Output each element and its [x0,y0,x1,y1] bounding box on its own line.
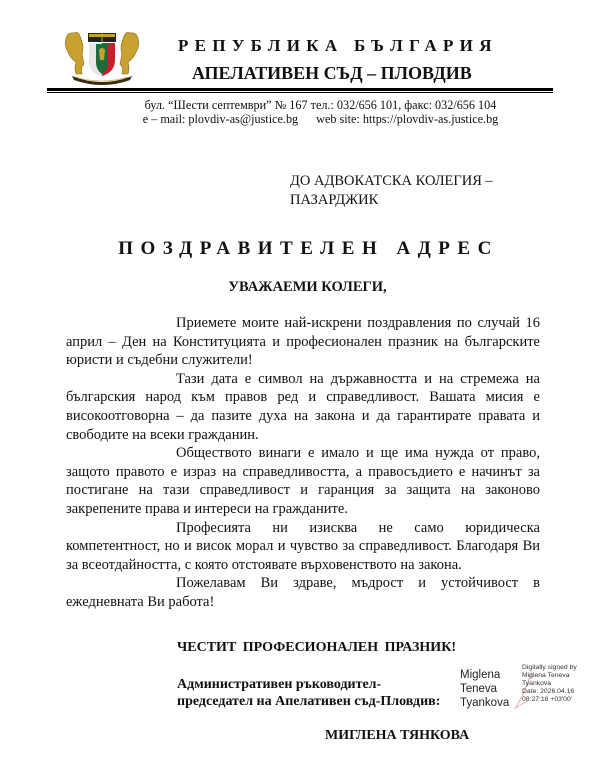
role-line-2: председател на Апелативен съд-Пловдив: [177,694,441,709]
sig-name-line: Tyankova [460,697,510,709]
closing-greeting: ЧЕСТИТ ПРОФЕСИОНАЛЕН ПРАЗНИК! [177,640,457,655]
sig-name-line: Miglena [460,669,501,681]
sig-detail-line: 08:27:18 +03'00' [522,696,573,703]
signer-name: МИГЛЕНА ТЯНКОВА [325,728,470,743]
recipient-line-1: ДО АДВОКАТСКА КОЛЕГИЯ – [290,173,493,189]
republic-heading: РЕПУБЛИКА БЪЛГАРИЯ [178,36,498,55]
coat-of-arms-icon [62,28,142,86]
paragraph: Професията ни изисква не само юридическа компетентност, но и висок морал и чувство за справедливост. Благодаря Ви за всеотдайността, с която отстоявате върховенството на закона. [66,519,540,573]
letterhead-rule-thick [47,88,553,91]
salutation: УВАЖАЕМИ КОЛЕГИ, [228,279,387,295]
paragraph: Обществото винаги е имало и ще има нужда от право, защото правото е израз на справедливостта, а правосъдието е начинът за постигане на тази справедливост и гаранция за защита на законово закрепените права и интереси на гражданите. [66,445,540,517]
letterhead-rule-thin [47,92,553,93]
email-link[interactable]: e – mail: plovdiv-as@justice.bg [142,112,299,126]
sig-name-line: Teneva [460,683,498,695]
recipient-line-2: ПАЗАРДЖИК [290,192,379,208]
signer-role [177,676,440,710]
sig-detail-line: Miglena Teneva [522,672,570,679]
paragraph: Приемете моите най-искрени поздравления по случай 16 април – Ден на Конституцията и професионален празник на българските юристи и съдебни служители! [66,315,540,369]
contact-line [17,112,607,127]
digital-signature-name[interactable] [460,668,509,710]
sig-detail-line: Date: 2026.04.16 [522,688,575,695]
digital-signature-details [522,664,577,704]
paragraph: Тази дата е символ на държавността и на стремежа на българския народ към правов ред и справедливост. Вашата мисия е високоотговорна – да пазите духа на закона и да гарантирате правата и свободите на всеки гражданин. [66,370,540,443]
role-line-1: Административен ръководител- [177,677,382,692]
recipient-block [290,172,493,210]
document-title: ПОЗДРАВИТЕЛЕН АДРЕС [118,238,499,259]
paragraph: Пожелавам Ви здраве, мъдрост и устойчивост в ежедневната Ви работа! [66,575,540,610]
sig-detail-line: Digitally signed by [522,664,577,671]
letter-body [66,314,540,612]
sig-detail-line: Tyankova [522,680,552,687]
website-link[interactable]: web site: https://plovdiv-as.justice.bg [316,112,499,126]
court-heading: АПЕЛАТИВЕН СЪД – ПЛОВДИВ [192,63,472,83]
address-line: бул. “Шести септември” № 167 тел.: 032/656 101, факс: 032/656 104 [144,98,497,112]
